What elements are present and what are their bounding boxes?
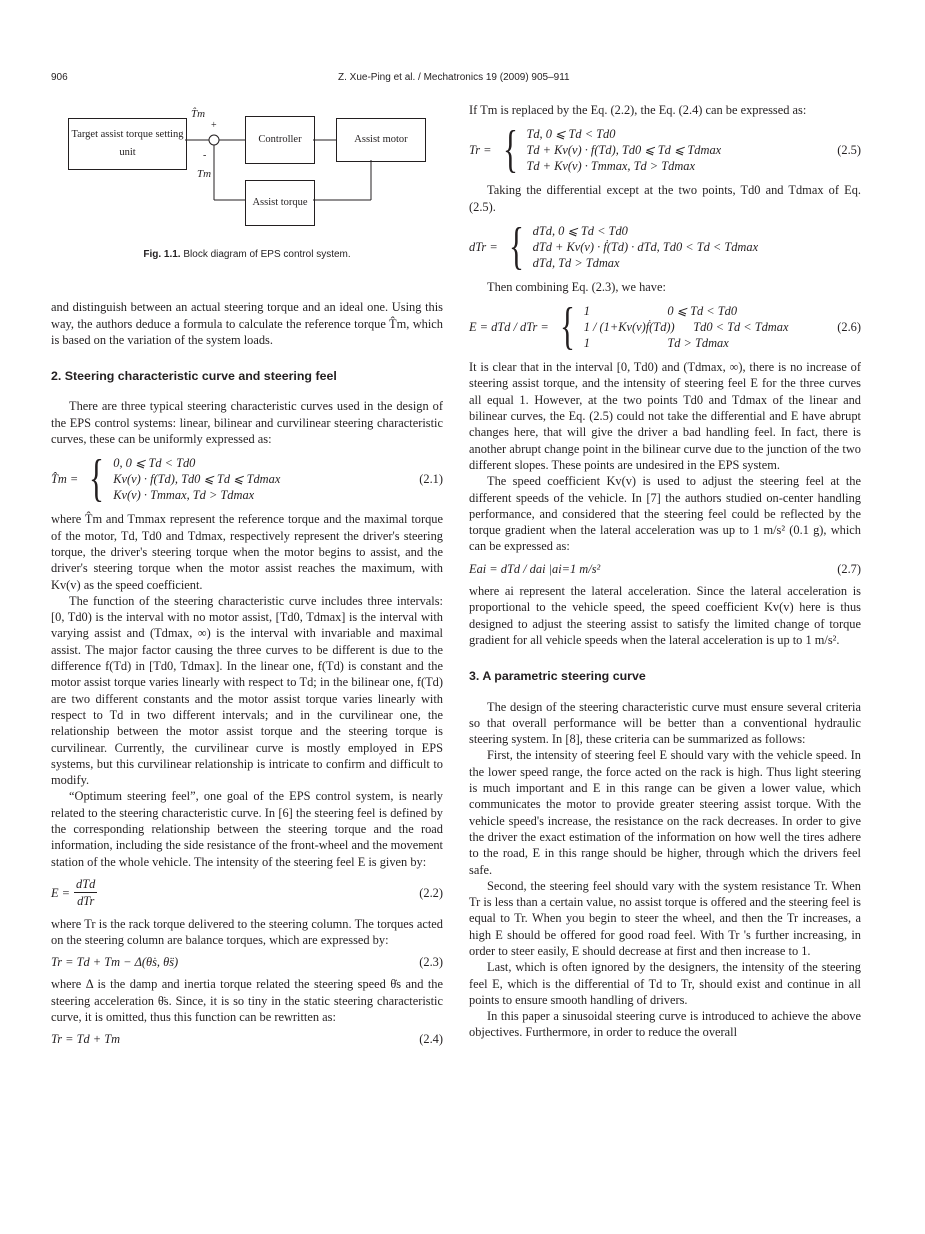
section-3-heading: 3. A parametric steering curve bbox=[469, 669, 646, 684]
paragraph: There are three typical steering characteristic curves used in the design of the EPS control systems: linear, bilinear and curvilinear steering characteristic curves, these can be uniformly expressed as: bbox=[51, 399, 443, 447]
paragraph: Second, the steering feel should vary with the system resistance Tr. When Tr is less than a certain value, no assist torque is offered and the steering feel is equal to Tr. When you begin to steer the wheel, and then the Tr increases, a high E should be offered for good road feel. With Tr 's further increasing, in order to steer easily, E should decrease at first and then increase to 1. bbox=[469, 878, 861, 958]
paragraph: “Optimum steering feel”, one goal of the EPS control system, is nearly related to the steering characteristic curve. In [6] the steering feel is defined by the corresponding relationship between the steering torque and the road information, including the side resistance of the front-wheel and the movement station of the whole vehicle. The intensity of the steering feel E is given by: bbox=[51, 789, 443, 869]
eps-block-diagram bbox=[51, 102, 443, 247]
paragraph: It is clear that in the interval [0, Td0) and (Tdmax, ∞), there is no increase of steering assist torque, and the intensity of steering feel E for the three curves all equal 1. However, at the two points Td0 and Tdmax of the linear and bilinear curves, the Eq. (2.5) could not take the differential and E have abrupt changes here, that will give the driver a bad handling feel. In fact, there is another abrupt change point in the bilinear curve due to the junction of the two different slopes. These points are undesired in the EPS system. bbox=[469, 360, 861, 472]
journal-header: Z. Xue-Ping et al. / Mechatronics 19 (2009) 905–911 bbox=[338, 72, 570, 83]
equation-2-7: Eai = dTd / dai |ai=1 m/s² (2.7) bbox=[469, 561, 861, 576]
label-tm: Tm bbox=[197, 168, 212, 180]
section-2-heading: 2. Steering characteristic curve and steering feel bbox=[51, 369, 337, 384]
paragraph: where Δ is the damp and inertia torque related the steering speed θ̇s and the steering acceleration θ̈s. Since, it is so tiny in the static steering characteristic curve, it is omitted, thus this function can be rewritten as: bbox=[51, 977, 443, 1024]
paragraph: where T̂m and Tmmax represent the reference torque and the maximal torque of the motor, Td, Td0 and Tdmax, respectively represent the driver's steering torque, the driver's steering torque when the motor begins to assist, and the driver's steering torque when the motor assist reaches the maximum, with Kv(v) as the speed coefficient. bbox=[51, 512, 443, 592]
assist-motor-block: Assist motor bbox=[336, 118, 426, 162]
paragraph: In this paper a sinusoidal steering curve is introduced to achieve the above objectives. Furthermore, in order to reduce the overall bbox=[469, 1009, 861, 1040]
paragraph: Last, which is often ignored by the designers, the intensity of the steering feel E, which is the differential of Td to Tr, should exist and continue in all points to ensure smooth handling of drivers. bbox=[469, 960, 861, 1007]
paragraph: The design of the steering characteristic curve must ensure several criteria so that overall performance will be better than a conventional hydraulic steering system. In [8], these criteria can be summarized as follows: bbox=[469, 699, 861, 747]
target-assist-block: Target assist torque setting unit bbox=[68, 118, 187, 170]
label-tm-hat: T̂m bbox=[191, 108, 206, 120]
equation-differential: dTr = { dTd, 0 ⩽ Td < Td0 dTd + Kv(v) · ḟ(Td) · dTd, Td0 < Td < Tdmax dTd, Td > Tdmax bbox=[469, 217, 759, 275]
equation-2-3: Tr = Td + Tm − Δ(θ̇s, θ̈s) (2.3) bbox=[51, 955, 443, 970]
paragraph: where ai represent the lateral acceleration. Since the lateral acceleration is proportional to the vehicle speed, the speed coefficient Kv(v) here is thus designed to adjust the steering assist to satisfy the limited change of torque gradient for all vehicle speeds when the lateral acceleration is up to 1 m/s². bbox=[469, 584, 861, 647]
paragraph: Taking the differential except at the two points, Td0 and Tdmax of Eq. (2.5). bbox=[469, 183, 861, 214]
paragraph: First, the intensity of steering feel E should vary with the vehicle speed. In the lower speed range, the force acted on the rack is high. Thus light steering is much important and E in this range can be given a lower value, which communicates the motor to provide greater steering assist torque. With the vehicle speed's increase, the resistance on the rack decreases. In order to give the driver the exact estimation of the information on how well the tires adhere to the road, E in this range should be higher, through which the drivers feel safe. bbox=[469, 748, 861, 877]
equation-2-5: Tr = { Td, 0 ⩽ Td < Td0 Td + Kv(v) · f(Td), Td0 ⩽ Td ⩽ Tdmax Td + Kv(v) · Tmmax, Td > Tdmax (2.5) bbox=[469, 121, 861, 179]
paragraph: The function of the steering characteristic curve includes three intervals: [0, Td0) is the interval with no motor assist, [Td0, Tdmax] is the interval with varying assist and (Tdmax, ∞) is the interval with invariable and maximal assist. The major factor causing the three curves to be different is due to the difference f(Td) in [Td0, Tdmax]. In the linear one, f(Td) is constant and the motor assist torque varies linearly with respect to Td; in the bilinear one, f(Td) are two different constants and the motor assist torque varies linearly with respect to Td in two different intervals; and in the curvilinear one, the relationship between the motor assist torque and the steering torque is curvilinear. Currently, the curvilinear curve is mostly employed in EPS systems, but this curvilinear relationship is intricate to confirm and difficult to modify. bbox=[51, 593, 443, 788]
figure-caption: Fig. 1.1. Block diagram of EPS control system. bbox=[143, 249, 351, 260]
page-number: 906 bbox=[51, 72, 68, 83]
paragraph: Then combining Eq. (2.3), we have: bbox=[487, 279, 666, 294]
left-column bbox=[51, 102, 443, 1054]
paragraph: where Tr is the rack torque delivered to the steering column. The torques acted on the steering column are balance torques, which are expressed by: bbox=[51, 916, 443, 947]
intro-paragraph: and distinguish between an actual steering torque and an ideal one. Using this way, the authors deduce a formula to calculate the reference torque T̂m, which is based on the variation of the system loads. bbox=[51, 300, 443, 347]
paragraph: The speed coefficient Kv(v) is used to adjust the steering feel at the different speeds of the vehicle. In [7] the authors studied on-center handling performance, and considered that the steering feel could be reflected by the torque gradient when the lateral acceleration was up to 1 m/s² (0.1 g), which can be expressed as: bbox=[469, 474, 861, 554]
equation-2-6: E = dTd / dTr = { 1 0 ⩽ Td < Td0 1 / (1+Kv(v)ḟ(Td)) Td0 < Td < Tdmax 1 Td > Tdmax (2.6) bbox=[469, 298, 861, 356]
paragraph: If Tm is replaced by the Eq. (2.2), the Eq. (2.4) can be expressed as: bbox=[469, 103, 807, 117]
right-column bbox=[469, 102, 861, 1041]
equation-2-4: Tr = Td + Tm (2.4) bbox=[51, 1032, 443, 1047]
controller-block: Controller bbox=[245, 116, 315, 164]
label-plus: + bbox=[211, 120, 217, 131]
equation-2-1: T̂m = { 0, 0 ⩽ Td < Td0 Kv(v) · f(Td), Td0 ⩽ Td ⩽ Tdmax Kv(v) · Tmmax, Td > Tdmax (2.1) bbox=[51, 450, 443, 508]
assist-torque-block: Assist torque bbox=[245, 180, 315, 226]
equation-2-2: E = $\frac{\text{dTd}}{\text{dTr}}$ (2.2) bbox=[51, 876, 443, 909]
label-minus: - bbox=[203, 150, 207, 161]
